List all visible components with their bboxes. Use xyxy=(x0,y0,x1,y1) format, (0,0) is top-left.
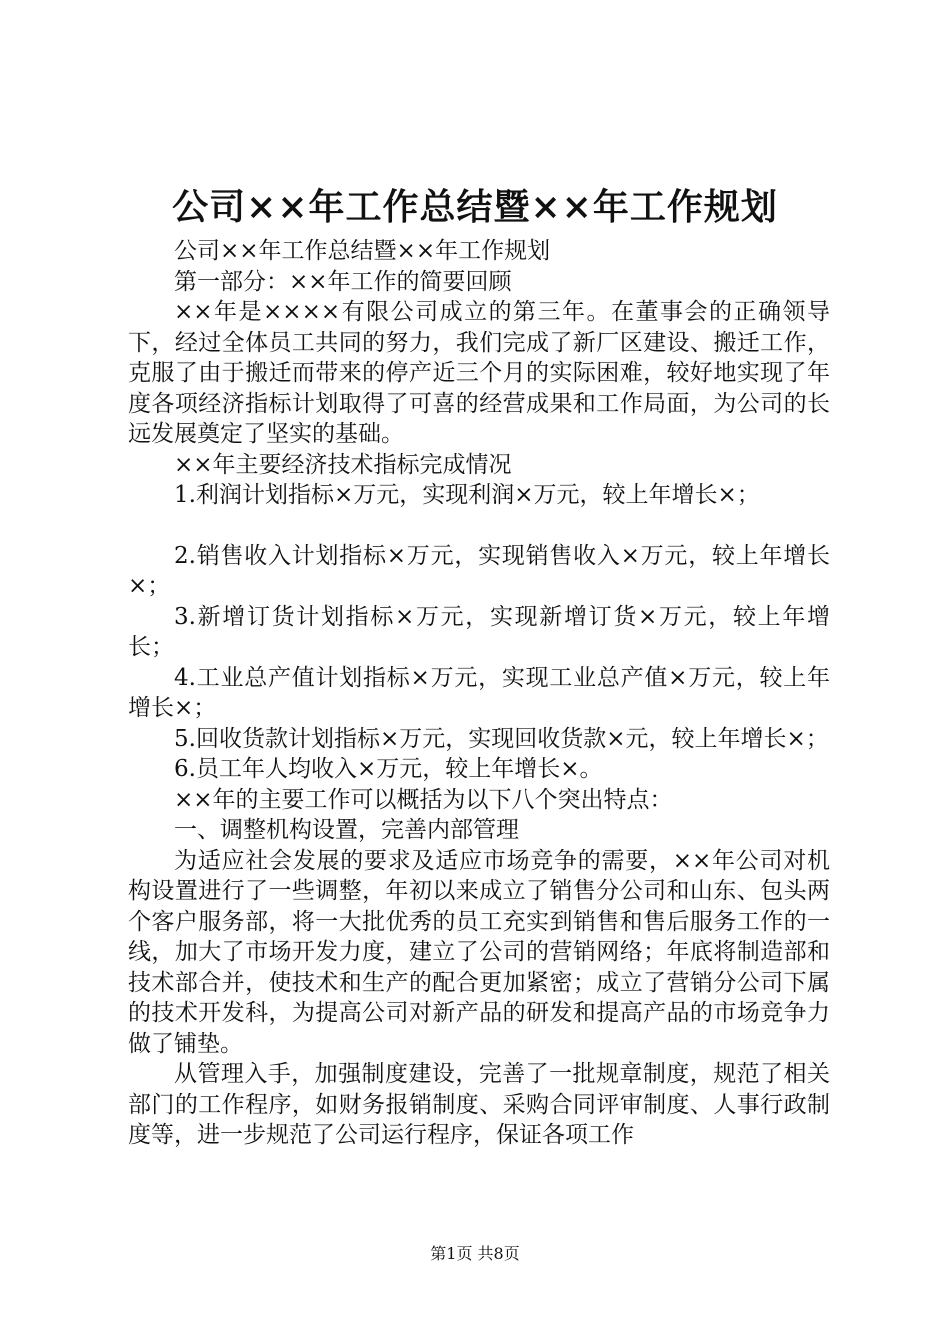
paragraph-subtitle: 公司××年工作总结暨××年工作规划 xyxy=(174,238,551,264)
page-footer: 第1页 共8页 xyxy=(430,1244,520,1263)
paragraph-management: 从管理入手，加强制度建设，完善了一批规章制度，规范了相关部门的工作程序，如财务报销制度、采购合同评审制度、人事行政制度等，进一步规范了公司运行程序，保证各项工作 xyxy=(128,1061,830,1148)
paragraph-indicators-heading: ××年主要经济技术指标完成情况 xyxy=(174,451,512,478)
paragraph-indicator-2: 2.销售收入计划指标×万元，实现销售收入×万元，较上年增长×； xyxy=(128,542,830,599)
paragraph-indicator-4: 4.工业总产值计划指标×万元，实现工业总产值×万元，较上年增长×； xyxy=(128,664,830,721)
paragraph-review: ××年是××××有限公司成立的第三年。在董事会的正确领导下，经过全体员工共同的努力，我们完成了新厂区建设、搬迁工作，克服了由于搬迁而带来的停产近三个月的实际困难，较好地实现了年度各项经济指标计划取得了可喜的经营成果和工作局面，为公司的长远发展奠定了坚实的基础。 xyxy=(128,299,830,447)
document-title: 公司××年工作总结暨××年工作规划 xyxy=(172,186,778,228)
paragraph-indicator-5: 5.回收货款计划指标×万元，实现回收货款×元，较上年增长×； xyxy=(174,725,829,752)
paragraph-indicator-6: 6.员工年人均收入×万元，较上年增长×。 xyxy=(174,756,603,782)
paragraph-features-intro: ××年的主要工作可以概括为以下八个突出特点： xyxy=(174,786,673,813)
paragraph-restructuring: 为适应社会发展的要求及适应市场竞争的需要，××年公司对机构设置进行了一些调整，年初以来成立了销售分公司和山东、包头两个客户服务部，将一大批优秀的员工充实到销售和售后服务工作的一线，加大了市场开发力度，建立了公司的营销网络；年底将制造部和技术部合并，使技术和生产的配合更加紧密；成立了营销分公司下属的技术开发科，为提高公司对新产品的研发和提高产品的市场竞争力做了铺垫。 xyxy=(128,847,830,1057)
paragraph-indicator-3: 3.新增订货计划指标×万元，实现新增订货×万元，较上年增长； xyxy=(128,603,830,660)
paragraph-indicator-1: 1.利润计划指标×万元，实现利润×万元，较上年增长×； xyxy=(174,482,760,508)
paragraph-section-one-heading: 一、调整机构设置，完善内部管理 xyxy=(174,817,519,843)
paragraph-part-one-heading: 第一部分：××年工作的简要回顾 xyxy=(174,268,512,295)
document-body xyxy=(128,236,830,1151)
